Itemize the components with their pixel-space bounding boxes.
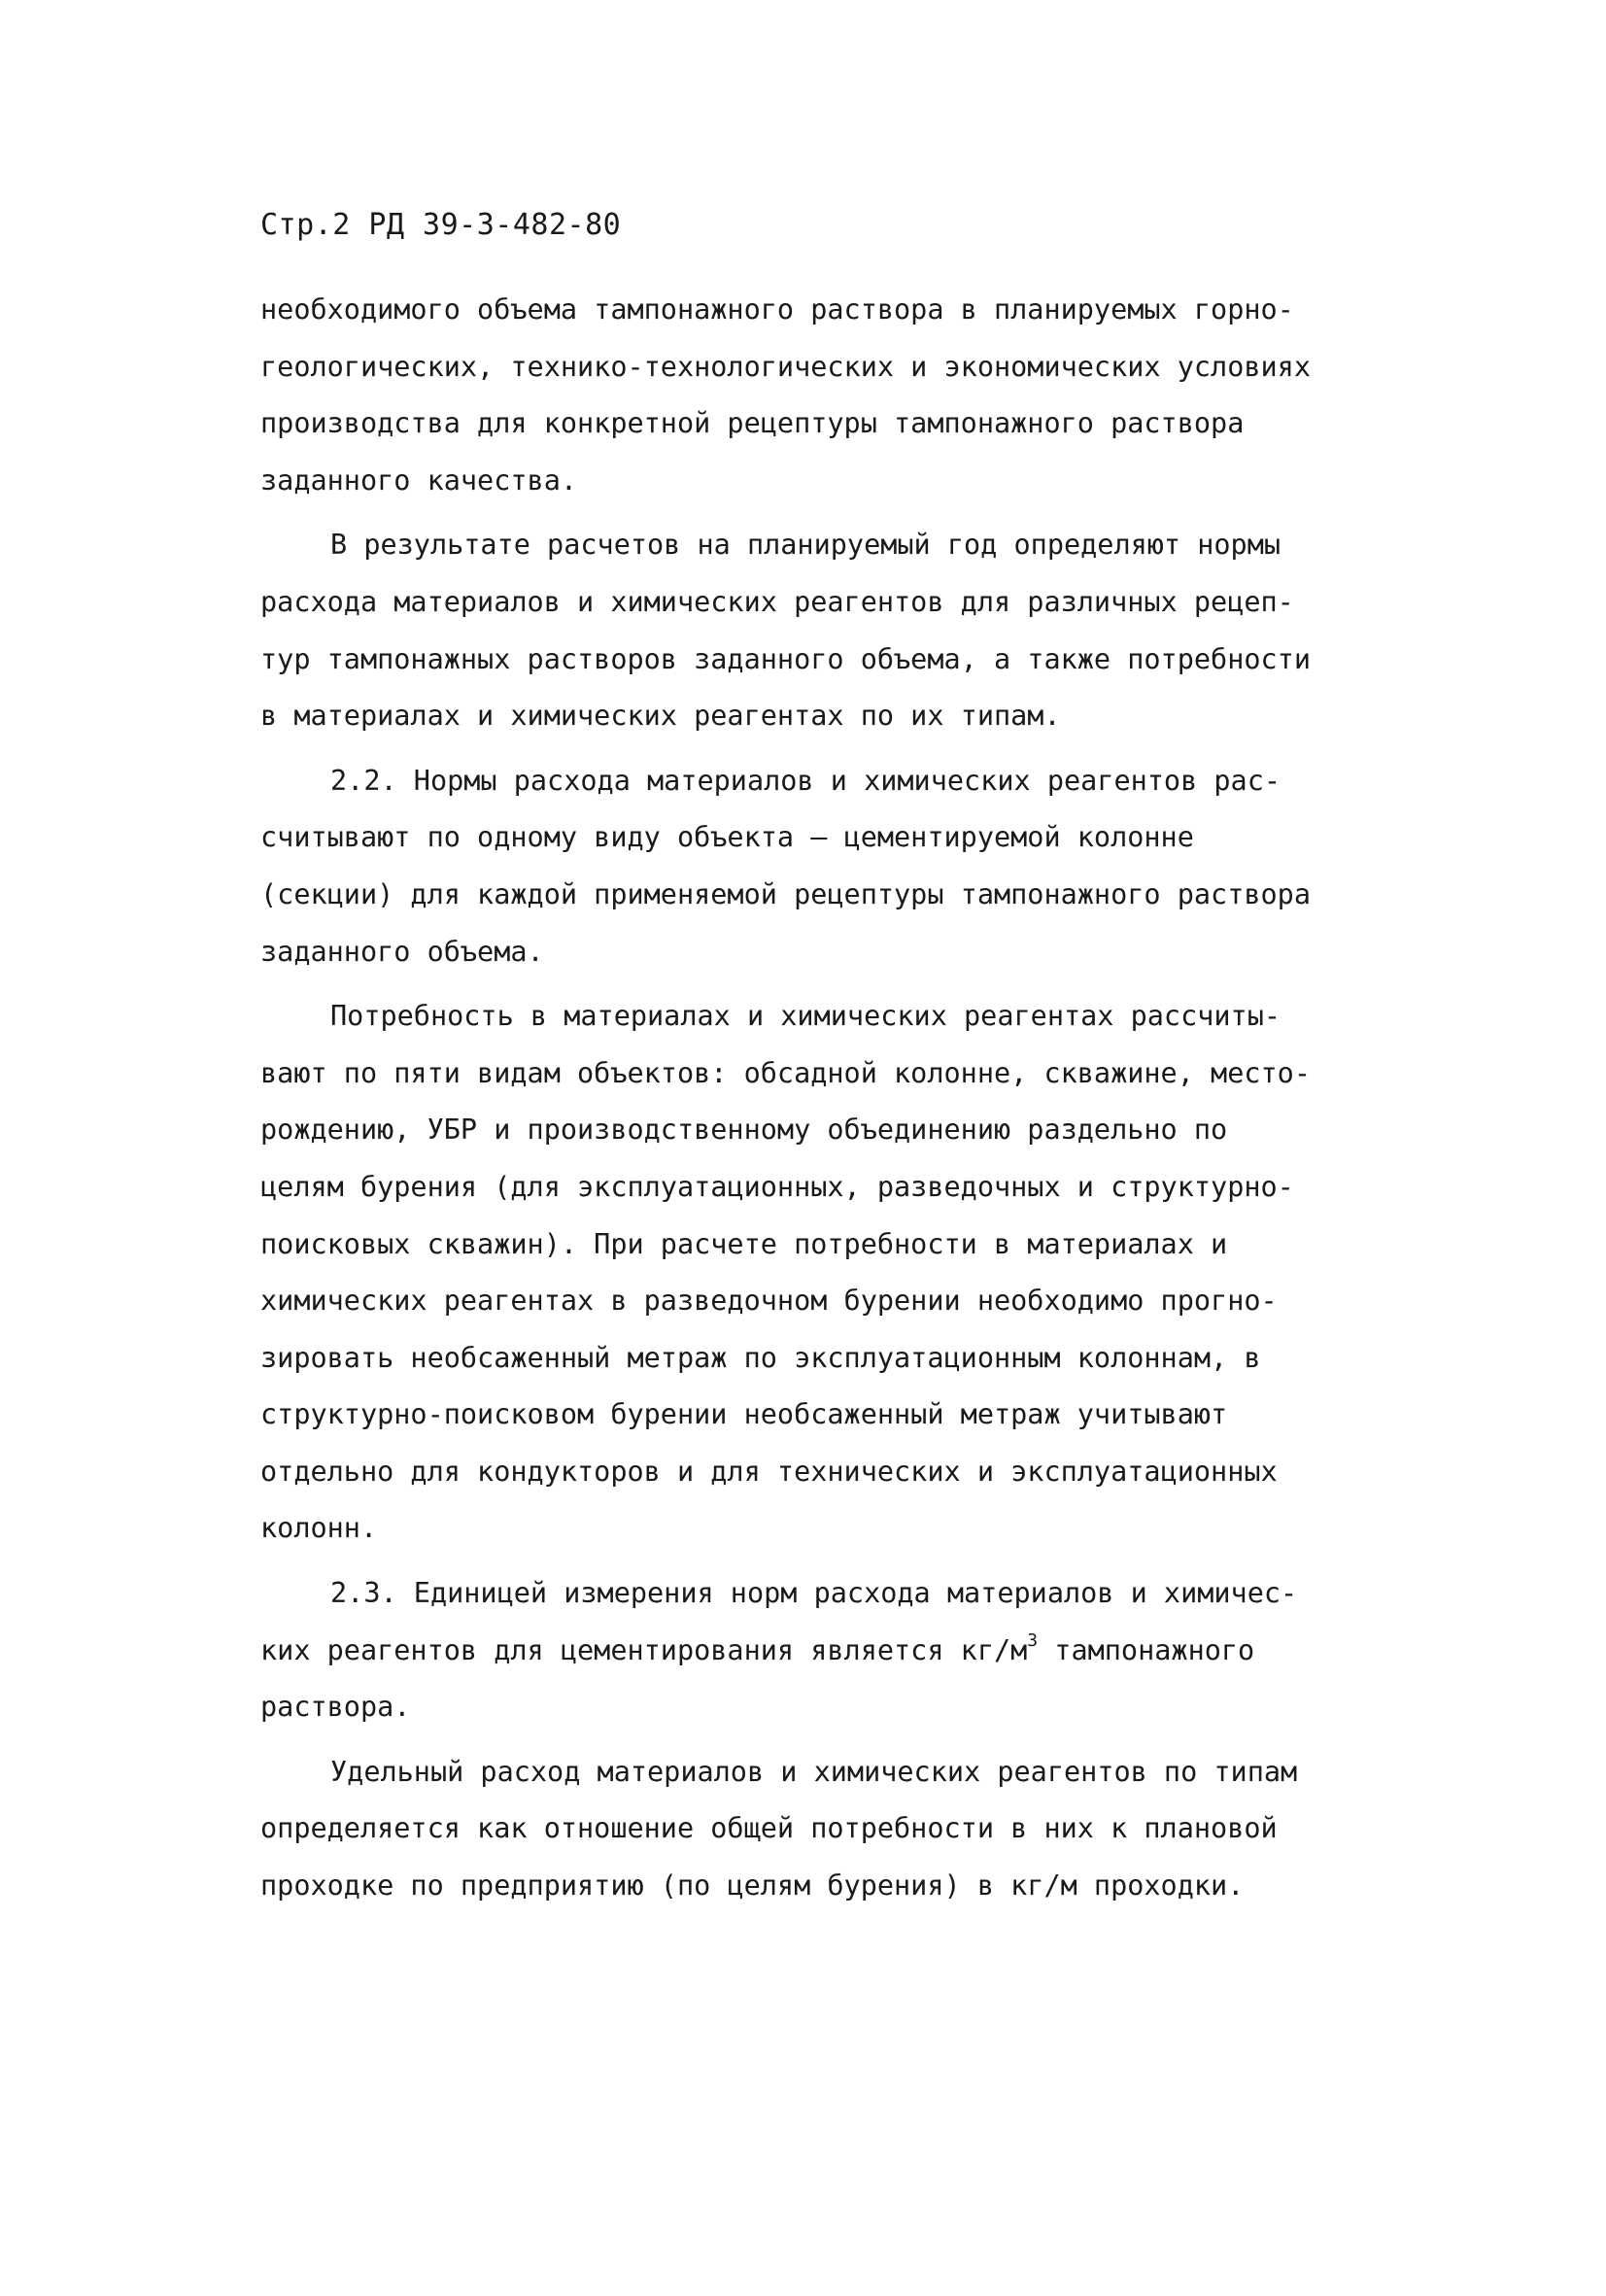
text-line: проходке по предприятию (по целям бурения) в кг/м проходки. (260, 1869, 1245, 1902)
text-line: зировать необсаженный метраж по эксплуатационным колоннам, в (260, 1341, 1261, 1374)
text-fragment: тампонажного (1038, 1633, 1255, 1666)
text-line: структурно-поисковом бурении необсаженный метраж учитывают (260, 1398, 1228, 1431)
text-line: геологических, технико-технологических и экономических условиях (260, 350, 1311, 383)
text-line: необходимого объема тампонажного раствора в планируемых горно- (260, 293, 1294, 326)
paragraph (260, 988, 1387, 1558)
text-line: (секции) для каждой применяемой рецептуры тампонажного раствора (260, 877, 1311, 910)
text-line: рождению, УБР и производственному объединению раздельно по (260, 1114, 1228, 1147)
text-line: тур тампонажных растворов заданного объема, а также потребности (260, 642, 1311, 675)
text-line: 2.2. Нормы расхода материалов и химических реагентов рас- (330, 764, 1281, 797)
text-line (260, 1623, 1387, 1680)
text-line: 2.3. Единицей измерения норм расхода материалов и химичес- (330, 1577, 1298, 1610)
text-line: раствора. (260, 1691, 411, 1724)
text-line: производства для конкретной рецептуры тампонажного раствора (260, 407, 1245, 440)
text-line: В результате расчетов на планируемый год определяют нормы (330, 529, 1281, 562)
paragraph (260, 517, 1387, 744)
text-line: заданного качества. (260, 463, 578, 497)
text-line: целям бурения (для эксплуатационных, разведочных и структурно- (260, 1170, 1294, 1203)
text-line: Удельный расход материалов и химических реагентов по типам (330, 1755, 1298, 1788)
text-line: Потребность в материалах и химических реагентах рассчиты- (330, 1000, 1281, 1033)
paragraph (260, 1565, 1387, 1736)
page-header: Стр.2 РД 39-3-482-80 (260, 208, 622, 242)
superscript: 3 (1027, 1630, 1039, 1652)
paragraph (260, 282, 1387, 509)
text-line: поисковых скважин). При расчете потребности в материалах и (260, 1227, 1228, 1260)
paragraph (260, 753, 1387, 980)
text-line: расхода материалов и химических реагентов для различных рецеп- (260, 585, 1294, 618)
paragraph (260, 1744, 1387, 1915)
text-line: отдельно для кондукторов и для технических и эксплуатационных (260, 1455, 1278, 1488)
text-line: заданного объема. (260, 935, 544, 968)
text-line: считывают по одному виду объекта – цементируемой колонне (260, 821, 1194, 854)
text-line: вают по пяти видам объектов: обсадной колонне, скважине, место- (260, 1056, 1311, 1089)
text-line: в материалах и химических реагентах по их типам. (260, 700, 1061, 733)
text-fragment: ких реагентов для цементирования является кг/м (260, 1633, 1028, 1666)
text-line: определяется как отношение общей потребности в них к плановой (260, 1812, 1278, 1845)
text-line: химических реагентах в разведочном бурении необходимо прогно- (260, 1285, 1278, 1318)
text-line: колонн. (260, 1512, 378, 1545)
document-body (260, 282, 1387, 1915)
